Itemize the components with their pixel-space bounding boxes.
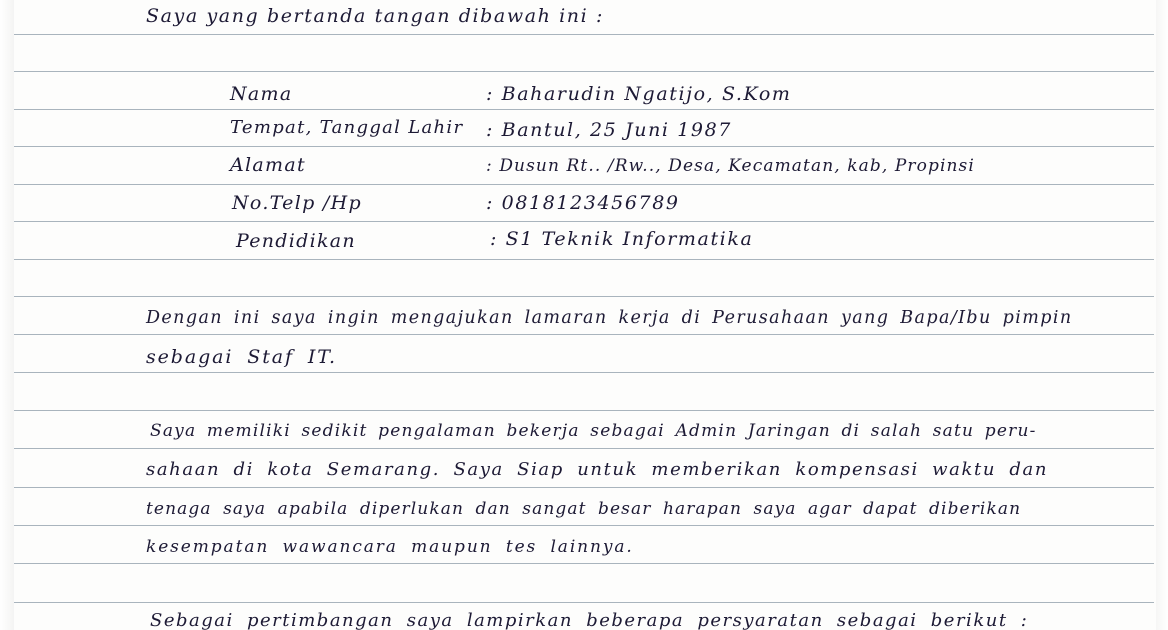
ruled-line	[14, 71, 1154, 72]
ruled-line	[14, 448, 1154, 449]
field-label-pendidikan: Pendidikan	[236, 230, 356, 252]
ruled-line	[14, 372, 1154, 373]
field-label-ttl: Tempat, Tanggal Lahir	[230, 117, 464, 138]
paragraph1-line2: sebagai Staf IT.	[146, 346, 337, 368]
ruled-line	[14, 602, 1154, 603]
ruled-line	[14, 296, 1154, 297]
field-label-telp: No.Telp /Hp	[232, 192, 362, 214]
ruled-line	[14, 34, 1154, 35]
paragraph1-line1: Dengan ini saya ingin mengajukan lamaran kerja di Perusahaan yang Bapa/Ibu pimpin	[146, 308, 1073, 328]
paragraph3-line1: Sebagai pertimbangan saya lampirkan beberapa persyaratan sebagai berikut :	[150, 610, 1029, 630]
field-value-pendidikan: : S1 Teknik Informatika	[490, 228, 754, 250]
ruled-line	[14, 109, 1154, 110]
ruled-line	[14, 184, 1154, 185]
ruled-line	[14, 525, 1154, 526]
paragraph2-line4: kesempatan wawancara maupun tes lainnya.	[146, 537, 634, 557]
intro-line: Saya yang bertanda tangan dibawah ini :	[146, 5, 604, 27]
ruled-line	[14, 146, 1154, 147]
field-label-nama: Nama	[230, 83, 293, 105]
field-value-alamat: : Dusun Rt.. /Rw.., Desa, Kecamatan, kab, Propinsi	[486, 156, 975, 176]
field-value-ttl: : Bantul, 25 Juni 1987	[486, 119, 732, 141]
ruled-line	[14, 334, 1154, 335]
paragraph2-line2: sahaan di kota Semarang. Saya Siap untuk memberikan kompensasi waktu dan	[146, 459, 1049, 480]
field-label-alamat: Alamat	[230, 154, 306, 176]
paragraph2-line3: tenaga saya apabila diperlukan dan sangat besar harapan saya agar dapat diberikan	[146, 499, 1022, 519]
field-value-nama: : Baharudin Ngatijo, S.Kom	[486, 83, 792, 105]
ruled-line	[14, 259, 1154, 260]
ruled-line	[14, 563, 1154, 564]
ruled-line	[14, 221, 1154, 222]
paragraph2-line1: Saya memiliki sedikit pengalaman bekerja sebagai Admin Jaringan di salah satu peru-	[150, 421, 1037, 441]
field-value-telp: : 08181234567​89	[486, 192, 680, 214]
ruled-line	[14, 410, 1154, 411]
ruled-line	[14, 487, 1154, 488]
